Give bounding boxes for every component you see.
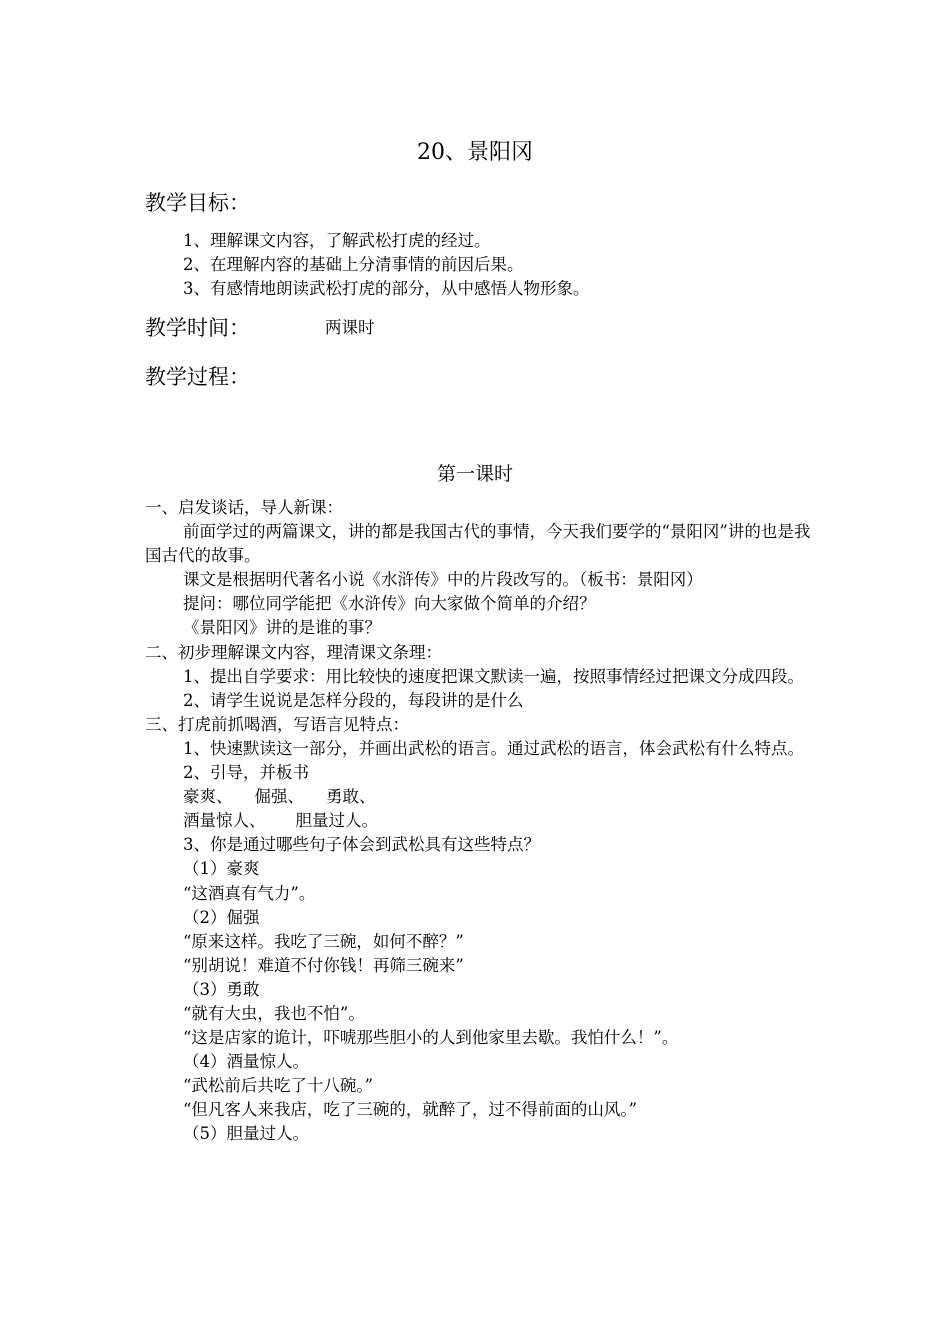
time-value: 两课时 xyxy=(325,318,375,337)
section-2-paragraph-1: 1、提出自学要求：用比较快的速度把课文默读一遍，按照事情经过把课文分成四段。 xyxy=(183,666,804,686)
section-1-paragraph-2: 课文是根据明代著名小说《水浒传》中的片段改写的。（板书：景阳冈） xyxy=(183,570,703,590)
objectives-heading: 教学目标： xyxy=(145,191,250,215)
section-3-heading: 三、打虎前抓喝酒，写语言见特点： xyxy=(145,714,409,734)
trait-heading-4: （4）酒量惊人。 xyxy=(183,1052,309,1072)
trait-heading-2: （2）倔强 xyxy=(183,907,260,927)
trait-drinking: 酒量惊人、 xyxy=(183,811,266,831)
process-heading: 教学过程： xyxy=(145,365,250,389)
objective-item-3: 3、有感情地朗读武松打虎的部分，从中感悟人物形象。 xyxy=(183,279,590,298)
quote-7: “但凡客人来我店，吃了三碗的，就醉了，过不得前面的山风。” xyxy=(183,1100,638,1120)
objective-item-2: 2、在理解内容的基础上分清事情的前因后果。 xyxy=(183,255,524,274)
traits-row-1 xyxy=(145,785,815,809)
lesson-body xyxy=(145,496,815,1147)
quote-2: “原来这样。我吃了三碗，如何不醉？” xyxy=(183,931,464,951)
section-1-heading: 一、启发谈话，导人新课： xyxy=(145,498,343,517)
trait-hearty: 豪爽、 xyxy=(183,787,233,807)
time-heading: 教学时间： xyxy=(145,316,250,340)
section-3-paragraph-3: 3、你是通过哪些句子体会到武松具有这些特点？ xyxy=(183,835,540,855)
section-2-heading: 二、初步理解课文内容，理清课文条理： xyxy=(145,642,442,662)
trait-brave: 勇敢、 xyxy=(326,787,376,807)
lesson-subtitle: 第一课时 xyxy=(436,463,513,485)
section-2-paragraph-2: 2、请学生说说是怎样分段的，每段讲的是什么 xyxy=(183,690,524,710)
quote-5: “这是店家的诡计，吓唬那些胆小的人到他家里去歇。我怕什么！”。 xyxy=(183,1028,679,1048)
traits-row-2 xyxy=(145,809,815,833)
trait-heading-3: （3）勇敢 xyxy=(183,979,260,999)
quote-3: “别胡说！难道不付你钱！再筛三碗来” xyxy=(183,955,464,975)
quote-4: “就有大虫，我也不怕”。 xyxy=(183,1003,365,1023)
section-1-paragraph-4: 《景阳冈》讲的是谁的事？ xyxy=(183,618,381,638)
objective-item-1: 1、理解课文内容，了解武松打虎的经过。 xyxy=(183,231,491,250)
section-1-paragraph-3: 提问：哪位同学能把《水浒传》向大家做个简单的介绍？ xyxy=(183,594,596,614)
quote-1: “这酒真有气力”。 xyxy=(183,883,316,903)
trait-heading-1: （1）豪爽 xyxy=(183,859,260,879)
section-1-paragraph-1: 前面学过的两篇课文，讲的都是我国古代的事情，今天我们要学的“景阳冈”讲的也是我国古代的故事。 xyxy=(145,522,811,566)
trait-heading-5: （5）胆量过人。 xyxy=(183,1124,309,1144)
section-3-paragraph-2: 2、引导，并板书 xyxy=(183,763,309,783)
page-title: 20、景阳冈 xyxy=(417,140,533,165)
trait-stubborn: 倔强、 xyxy=(254,787,304,807)
trait-courage: 胆量过人。 xyxy=(295,811,378,831)
quote-6: “武松前后共吃了十八碗。” xyxy=(183,1076,374,1096)
section-3-paragraph-1: 1、快速默读这一部分，并画出武松的语言。通过武松的语言，体会武松有什么特点。 xyxy=(183,738,804,758)
